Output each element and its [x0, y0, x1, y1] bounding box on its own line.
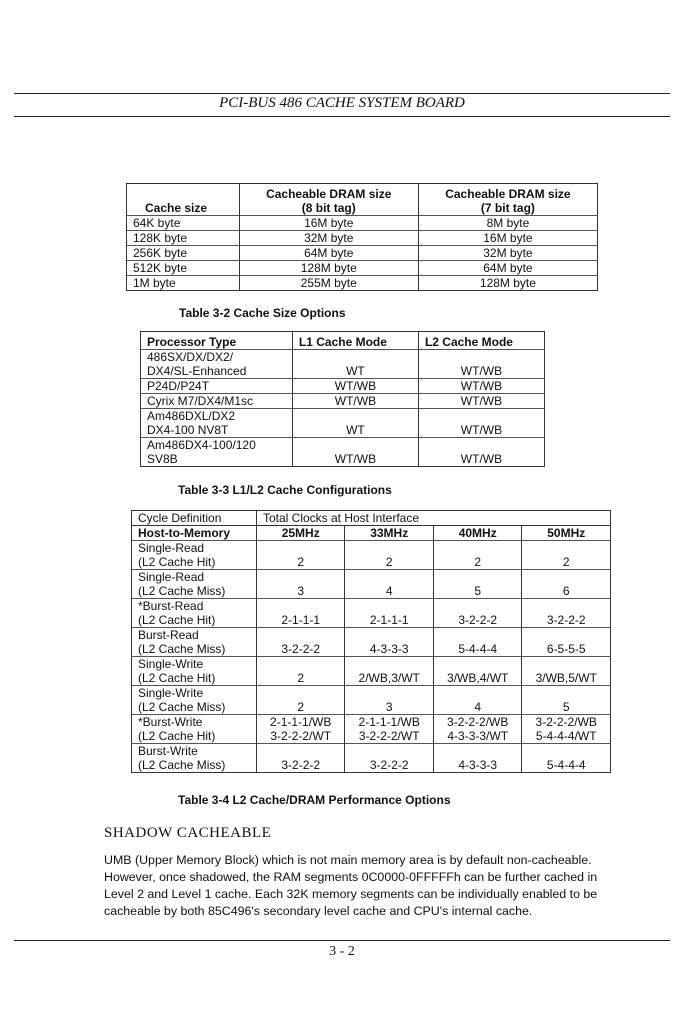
table-row: *Burst-Write (L2 Cache Hit) 2-1-1-1/WB 3-2-2-2/WT 2-1-1-1/WB 3-2-2-2/WT 3-2-2-2/WB 4-3-3-3/WT 3-2-2-2/WB 5-4-4-4/WT — [132, 715, 611, 744]
column-header: Cacheable DRAM size (7 bit tag) — [418, 184, 597, 216]
table-row: Single-Read (L2 Cache Miss) 3 4 5 6 — [132, 570, 611, 599]
section-heading: SHADOW CACHEABLE — [104, 825, 272, 841]
column-header: L2 Cache Mode — [418, 332, 544, 350]
table-row: Single-Write (L2 Cache Miss) 2 3 4 5 — [132, 686, 611, 715]
header-rule-bottom — [14, 116, 670, 117]
footer-rule — [14, 940, 670, 941]
table-row: 256K byte 64M byte 32M byte — [127, 246, 598, 261]
cache-config-table — [140, 331, 545, 467]
column-header: Cycle Definition — [138, 511, 222, 525]
table-caption: Table 3-2 Cache Size Options — [179, 306, 346, 320]
performance-table — [131, 510, 611, 773]
header-rule-top — [14, 93, 670, 94]
column-header: Cacheable DRAM size (8 bit tag) — [239, 184, 418, 216]
column-header: L1 Cache Mode — [292, 332, 418, 350]
table-row: 512K byte 128M byte 64M byte — [127, 261, 598, 276]
table-row: Am486DX4-100/120 SV8B WT/WB WT/WB — [141, 438, 545, 467]
table-row: *Burst-Read (L2 Cache Hit) 2-1-1-1 2-1-1-1 3-2-2-2 3-2-2-2 — [132, 599, 611, 628]
table-header-row — [141, 332, 545, 350]
column-header: Host-to-Memory — [132, 526, 257, 541]
table-row: Am486DXL/DX2 DX4-100 NV8T WT WT/WB — [141, 409, 545, 438]
column-header: Total Clocks at Host Interface — [256, 511, 610, 526]
table-row: Burst-Read (L2 Cache Miss) 3-2-2-2 4-3-3-3 5-4-4-4 6-5-5-5 — [132, 628, 611, 657]
table-caption: Table 3-3 L1/L2 Cache Configurations — [178, 483, 392, 497]
cache-size-table — [126, 183, 598, 291]
table-row: Single-Write (L2 Cache Hit) 2 2/WB,3/WT 3/WB,4/WT 3/WB,5/WT — [132, 657, 611, 686]
table-header-row — [132, 511, 611, 526]
table-header-row — [132, 526, 611, 541]
table-caption: Table 3-4 L2 Cache/DRAM Performance Options — [178, 793, 451, 807]
table-row: Single-Read (L2 Cache Hit) 2 2 2 2 — [132, 541, 611, 570]
table-row: Burst-Write (L2 Cache Miss) 3-2-2-2 3-2-2-2 4-3-3-3 5-4-4-4 — [132, 744, 611, 773]
table-row: 64K byte 16M byte 8M byte — [127, 216, 598, 231]
column-header: 33MHz — [345, 526, 434, 541]
table-row: 486SX/DX/DX2/ DX4/SL-Enhanced WT WT/WB — [141, 350, 545, 379]
column-header: 50MHz — [522, 526, 611, 541]
table-row: P24D/P24T WT/WB WT/WB — [141, 379, 545, 394]
table-header-row — [127, 184, 598, 216]
table-row: 128K byte 32M byte 16M byte — [127, 231, 598, 246]
table-row: Cyrix M7/DX4/M1sc WT/WB WT/WB — [141, 394, 545, 409]
column-header: Processor Type — [147, 335, 237, 349]
page-number: 3 - 2 — [329, 944, 355, 959]
column-header: 25MHz — [256, 526, 345, 541]
column-header: Cache size — [145, 201, 208, 215]
column-header: 40MHz — [433, 526, 522, 541]
body-paragraph: UMB (Upper Memory Block) which is not main memory area is by default non-cacheable. However, once shadowed, the RAM segments 0C0000-0FFFFFh can be further cached in Level 2 and Level 1 cache. Each 32K memory segments can be individually enabled to be cacheable by both 85C496's secondary level cache and CPU's internal cache. — [104, 853, 598, 918]
page-header-title: PCI-BUS 486 CACHE SYSTEM BOARD — [219, 95, 465, 111]
table-row: 1M byte 255M byte 128M byte — [127, 276, 598, 291]
